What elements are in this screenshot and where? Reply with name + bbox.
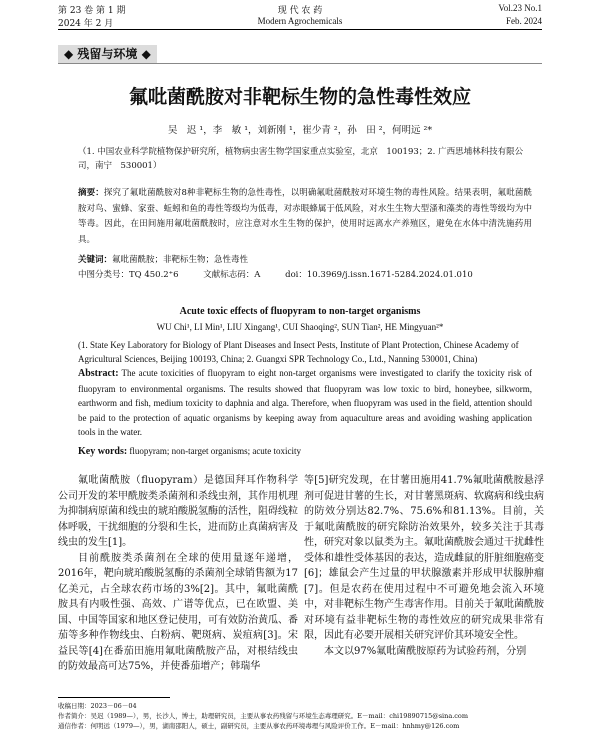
body-column-right [304,473,544,659]
article-title: 氟吡菌酰胺对非靶标生物的急性毒性效应 [128,86,471,108]
section-divider [58,63,542,64]
english-keywords-text: fluopyram; non-target organisms; acute toxicity [129,446,302,456]
author-list: 吴 迟 ¹，李 敏 ¹，刘新刚 ¹，崔少青 ²，孙 田 ²，何明远 ²* [167,125,433,136]
affiliation: （1. 中国农业科学院植物保护研究所，植物病虫害生物学国家重点实验室，北京 100193；2. 广西思埔林科技有限公司，南宁 530001） [78,147,524,171]
abstract-label: 摘要： [78,188,104,198]
running-header [58,3,542,30]
abstract-cn [78,186,532,248]
keywords-text: 氟吡菌酰胺；非靶标生物；急性毒性 [112,255,249,265]
journal-name-en: Modern Agrochemicals [257,16,343,26]
footnote-divider [58,697,170,698]
section-label: ◆ 残留与环境 ◆ [58,45,157,63]
classification-line [78,268,532,280]
publication-date: 2024 年 2 月 [58,19,114,29]
received-date: 收稿日期：2023－06－04 [58,702,137,710]
body-paragraph: 等[5]研究发现，在甘薯田施用41.7%氟吡菌酰胺悬浮剂可促进甘薯的生长，对甘薯黑斑病、软腐病和线虫病的防效分别达82.7%、75.6%和81.13%。目前，关于氟吡菌酰胺的研究除防治效果外，较多关注于其毒性，研究对象以鼠类为主。氟吡菌酰胺会通过干扰雌性受体和雄性受体基因的表达，造成雌鼠的肝脏细胞癌变[6]；雄鼠会产生过量的甲状腺激素并形成甲状腺肿瘤[7]。但是农药在使用过程中不可避免地会流入环境中，对非靶标生物产生毒害作用。目前关于氟吡菌酰胺对环境有益非靶标生物的毒性效应的研究成果非常有限，因此有必要开展相关研究评价其环境安全性。 [304,475,544,641]
english-keywords-label: Key words: [78,446,128,457]
journal-name-cn: 现 代 农 药 [277,6,323,16]
english-affiliation: (1. State Key Laboratory for Biology of Plant Diseases and Insect Pests, Institute of Plant Protection, Chinese Academy of Agricultural Sciences, Beijing 100193, China; 2. Guangxi SPR Technology Co., Ltd., Nanning 530001, China) [78,340,519,364]
publication-date-en: Feb. 2024 [506,16,542,26]
english-keywords [78,446,532,457]
footnote [58,701,542,731]
document-code: 文献标志码：A [203,270,261,280]
volume-issue-en: Vol.23 No.1 [498,3,542,13]
abstract-text: 探究了氟吡菌酰胺对8种非靶标生物的急性毒性，以明确氟吡菌酰胺对环境生物的毒性风险。结果表明，氟吡菌酰胺对鸟、蜜蜂、家蚕、蚯蚓和鱼的毒性等级均为低毒，对赤眼蜂属于低风险，对水生生物大型溞和藻类的毒性等级均为中等毒。因此，在田间施用氟吡菌酰胺时，应注意对水生生物的保护，使用时远离水产养殖区，避免在水体中清洗施药用具。 [78,188,532,245]
english-abstract-label: Abstract: [78,368,119,379]
english-abstract-text: The acute toxicities of fluopyram to eight non-target organisms were investigated to clarify the toxicity risk of fluopyram to environmental organisms. The results showed that fluopyram was low toxic to bird, honeybee, silkworm, earthworm and fish, medium toxicity to daphnia and alga. Therefore, when fluopyram was used in the field, attention should be paid to the protection of aquatic organisms by keeping away from aquaculture areas and avoiding washing application tools in the water. [78,368,533,437]
doi: doi：10.3969/j.issn.1671-5284.2024.01.010 [285,270,473,280]
body-paragraph: 本文以97%氟吡菌酰胺原药为试验药剂，分别 [324,645,527,657]
body-column-left [58,473,298,675]
english-title: Acute toxic effects of fluopyram to non-target organisms [179,306,421,317]
corresponding-author: 通信作者：何明远（1979—），男，湖南邵阳人，硕士，副研究员，主要从事农药环境毒理与风险评价工作。E－mail：hnhmy@126.com [58,722,460,730]
volume-issue: 第 23 卷 第 1 期 [58,6,126,16]
keywords-label: 关键词： [78,255,113,265]
clc-number: 中图分类号：TQ 450.2⁺6 [78,270,179,280]
body-paragraph: 氟吡菌酰胺（fluopyram）是德国拜耳作物科学公司开发的苯甲酰胺类杀菌剂和杀线虫剂，其作用机理为抑制病原菌和线虫的琥珀酸脱氢酶的活性，阻碍线粒体呼吸，干扰细胞的分裂和生长，进而防止真菌病害及线虫的发生[1]。 [58,475,298,548]
body-paragraph: 目前酰胺类杀菌剂在全球的使用量逐年递增，2016年，靶向琥珀酸脱氢酶的杀菌剂全球销售额为17亿美元，占全球农药市场的3%[2]。其中，氟吡菌酰胺具有内吸性强、高效、广谱等优点，已在欧盟、美国、中国等国家和地区登记使用，可有效防治黄瓜、番茄等多种作物线虫、白粉病、靶斑病、炭疽病[3]。宋益民等[4]在番茄田施用氟吡菌酰胺产品，对根结线虫的防效最高可达75%，并使番茄增产；韩瑞华 [58,552,298,672]
english-abstract [78,366,532,440]
keywords-cn [78,253,532,265]
english-authors: WU Chi¹, LI Min¹, LIU Xingang¹, CUI Shaoqing², SUN Tian², HE Mingyuan²* [156,322,444,332]
author-intro: 作者简介：吴迟（1989—），男，长沙人，博士，助理研究员，主要从事农药残留与环境生态毒理研究。E－mail：chi19890715@sina.com [58,712,468,720]
